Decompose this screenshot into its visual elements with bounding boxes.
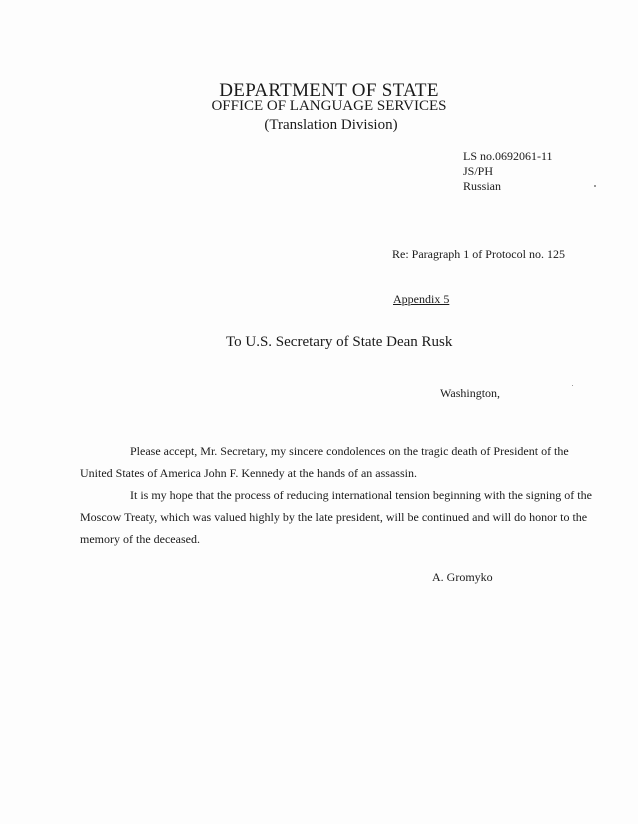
office-title: OFFICE OF LANGUAGE SERVICES: [211, 98, 447, 114]
scan-speck: [572, 385, 573, 386]
ls-number: LS no.0692061-11: [463, 149, 553, 163]
place-line: Washington,: [440, 386, 501, 400]
language: Russian: [463, 179, 502, 193]
re-line: Re: Paragraph 1 of Protocol no. 125: [392, 247, 565, 261]
appendix-label: Appendix 5: [393, 292, 450, 306]
addressee: To U.S. Secretary of State Dean Rusk: [226, 334, 453, 350]
paragraph-condolences: Please accept, Mr. Secretary, my sincere condolences on the tragic death of President of the United States of America John F. Kennedy at the hands of an assassin.: [80, 444, 569, 480]
paragraph-hope: It is my hope that the process of reducing international tension beginning with the signing of the Moscow Treaty, which was valued highly by the late president, will be continued and will do honor to the memory of the deceased.: [80, 488, 592, 546]
division-title: (Translation Division): [264, 117, 398, 133]
initials: JS/PH: [463, 164, 494, 178]
department-title: DEPARTMENT OF STATE: [219, 80, 439, 101]
scan-speck: [594, 185, 596, 187]
signature: A. Gromyko: [432, 570, 493, 584]
